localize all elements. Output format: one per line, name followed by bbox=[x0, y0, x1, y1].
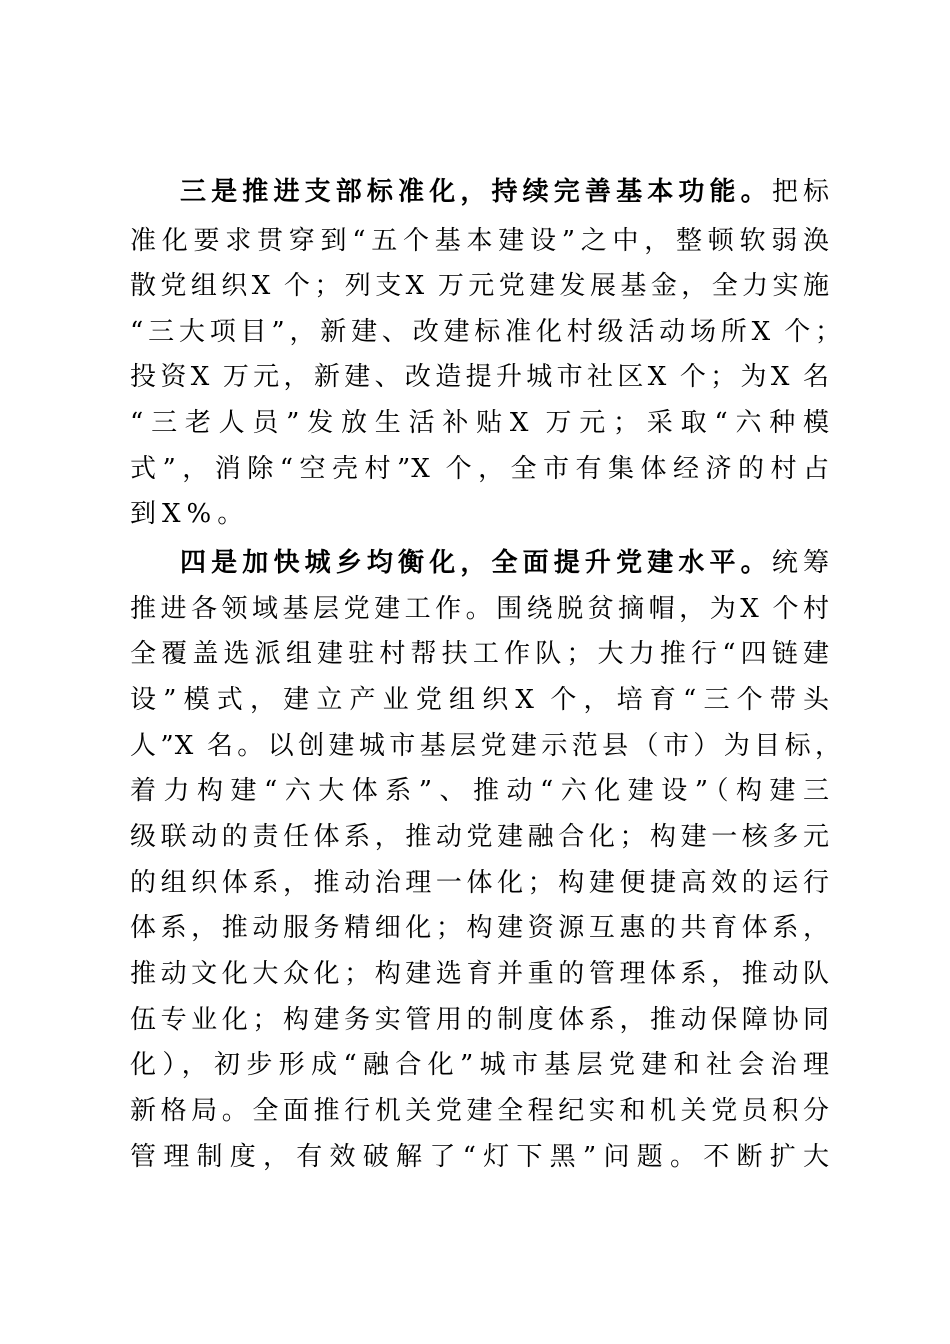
paragraph-2-line-1 bbox=[180, 543, 830, 583]
paragraph-2-line-11: 伍专业化；构建务实管用的制度体系，推动保障协同 bbox=[130, 1005, 830, 1035]
paragraph-2-line-7: 级联动的责任体系，推动党建融合化；构建一核多元 bbox=[130, 822, 830, 852]
paragraph-2-line-14: 管理制度，有效破解了“灯下黑”问题。不断扩大 bbox=[130, 1142, 830, 1172]
paragraph-2-line-2: 推进各领域基层党建工作。围绕脱贫摘帽，为X 个村 bbox=[130, 594, 830, 624]
paragraph-1-line-5: 投资X 万元，新建、改造提升城市社区X 个；为X 名 bbox=[130, 362, 830, 392]
paragraph-1-line-3: 散党组织X 个；列支X 万元党建发展基金，全力实施 bbox=[130, 271, 830, 301]
paragraph-2-line-3: 全覆盖选派组建驻村帮扶工作队；大力推行“四链建 bbox=[130, 639, 830, 669]
paragraph-1-line-4: “三大项目”，新建、改建标准化村级活动场所X 个； bbox=[130, 317, 842, 347]
paragraph-2-line-13: 新格局。全面推行机关党建全程纪实和机关党员积分 bbox=[130, 1096, 830, 1126]
paragraph-2-line-5: 人”X 名。以创建城市基层党建示范县（市）为目标， bbox=[130, 731, 842, 761]
paragraph-2-line-12: 化），初步形成“融合化”城市基层党建和社会治理 bbox=[130, 1050, 830, 1080]
paragraph-2-lead: 四是加快城乡均衡化，全面提升党建水平。 bbox=[180, 548, 772, 578]
paragraph-2-line-9: 体系，推动服务精细化；构建资源互惠的共育体系， bbox=[130, 913, 830, 943]
paragraph-1-line-2: 准化要求贯穿到“五个基本建设”之中，整顿软弱涣 bbox=[130, 226, 830, 256]
paragraph-2-line-8: 的组织体系，推动治理一体化；构建便捷高效的运行 bbox=[130, 868, 830, 898]
paragraph-2-line-10: 推动文化大众化；构建选育并重的管理体系，推动队 bbox=[130, 959, 830, 989]
paragraph-1-lead: 三是推进支部标准化，持续完善基本功能。 bbox=[180, 177, 772, 207]
paragraph-1-line-1-text: 把标 bbox=[771, 177, 830, 207]
paragraph-1-line-8: 到X%。 bbox=[130, 499, 250, 529]
paragraph-2-line-6: 着力构建“六大体系”、推动“六化建设”（构建三 bbox=[130, 776, 830, 806]
paragraph-1-line-7: 式”，消除“空壳村”X 个，全市有集体经济的村占 bbox=[130, 454, 830, 484]
paragraph-1-line-6: “三老人员”发放生活补贴X 万元；采取“六种模 bbox=[130, 408, 830, 438]
paragraph-2-line-4: 设”模式，建立产业党组织X 个，培育“三个带头 bbox=[130, 685, 830, 715]
paragraph-2-line-1-text: 统筹 bbox=[771, 548, 830, 578]
paragraph-1-line-1 bbox=[180, 172, 830, 212]
